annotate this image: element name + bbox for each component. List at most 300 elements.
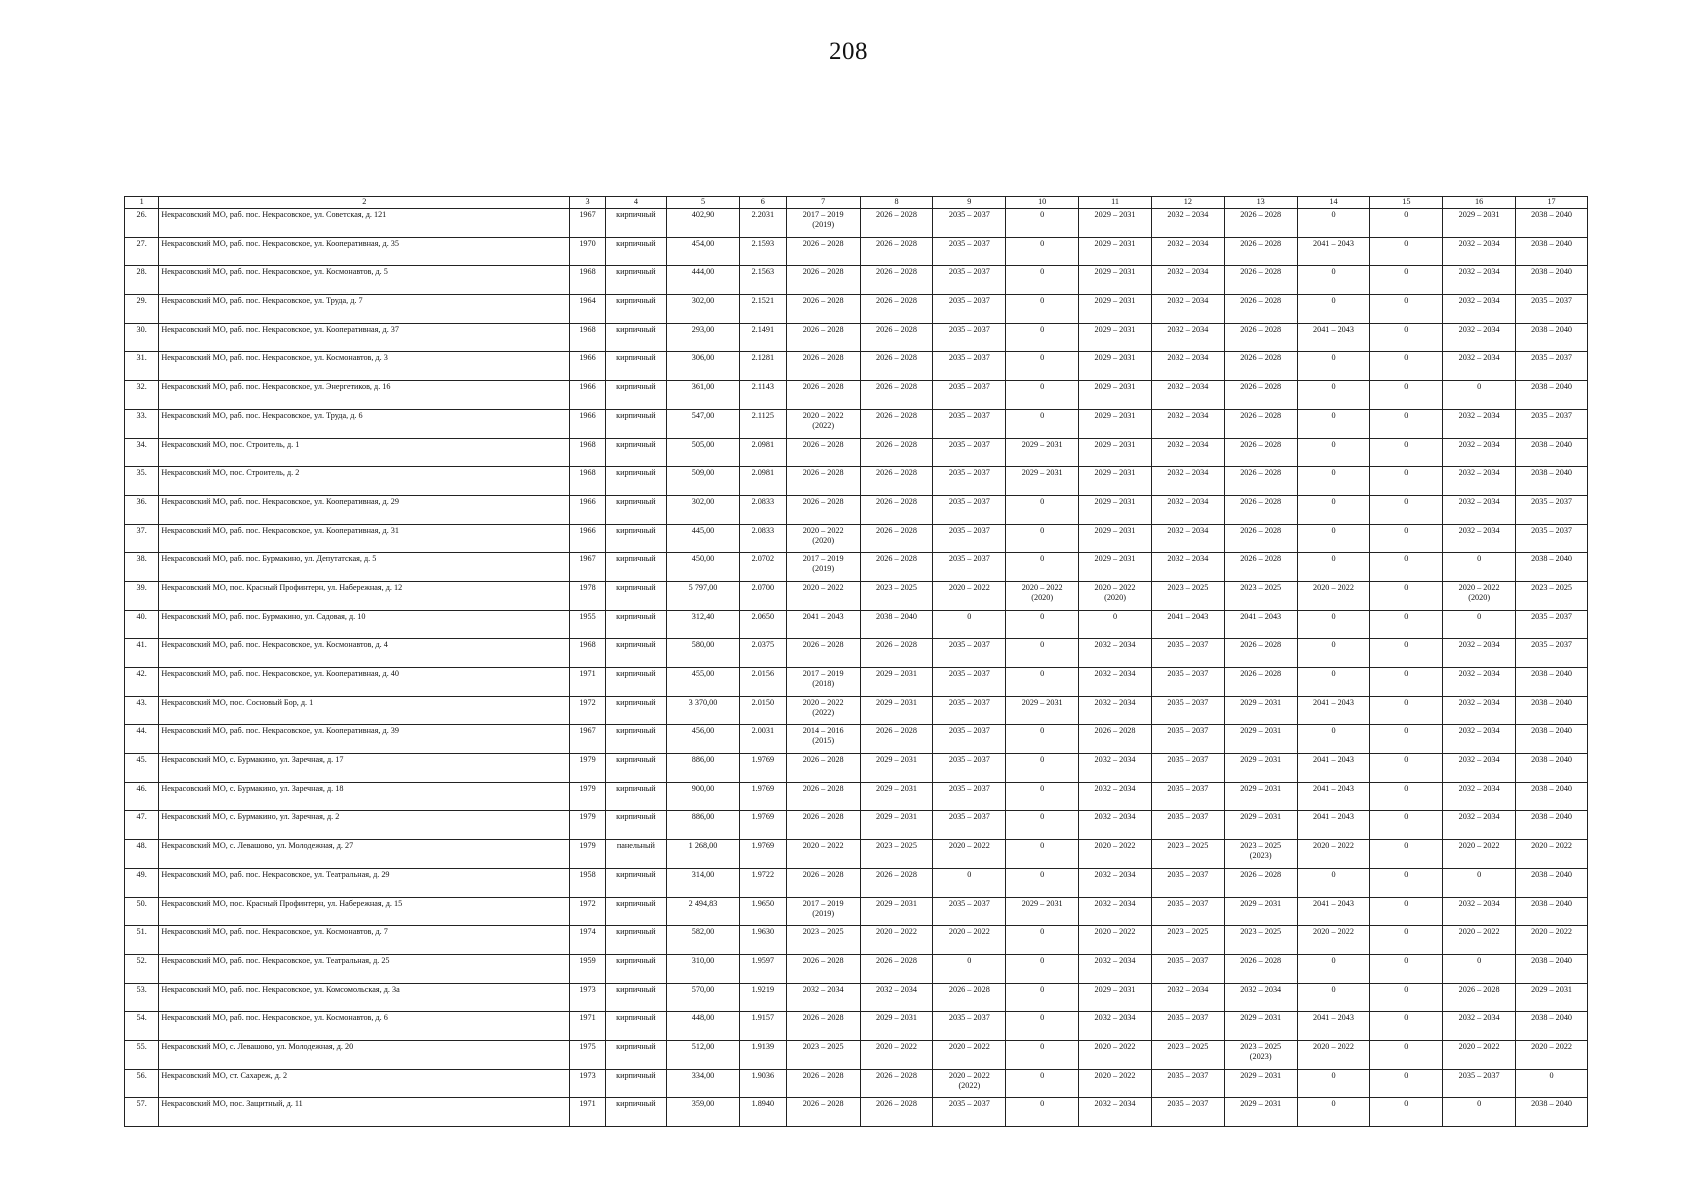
table-cell: 359,00 — [667, 1098, 740, 1127]
table-cell: 0 — [1370, 983, 1443, 1012]
table-row — [125, 983, 1588, 1012]
table-cell: 2029 – 2031 — [1224, 782, 1297, 811]
row-number-cell: 40. — [125, 610, 159, 639]
address-cell: Некрасовский МО, с. Бурмакино, ул. Заречная, д. 17 — [159, 754, 570, 783]
table-cell: кирпичный — [605, 438, 666, 467]
table-cell: 2020 – 2022 — [786, 840, 860, 869]
table-cell: 2023 – 2025 — [1151, 581, 1224, 610]
table-cell: 2020 – 2022 — [860, 1040, 933, 1069]
table-cell: 2032 – 2034 — [1079, 811, 1152, 840]
table-cell: 2035 – 2037 — [1151, 1012, 1224, 1041]
table-cell: 1979 — [570, 840, 605, 869]
table-cell: 2029 – 2031 — [1006, 467, 1079, 496]
table-cell: 1979 — [570, 754, 605, 783]
table-cell: 0 — [1370, 811, 1443, 840]
table-cell: 2032 – 2034 — [1151, 467, 1224, 496]
table-row — [125, 754, 1588, 783]
table-cell: кирпичный — [605, 668, 666, 697]
table-cell: 2026 – 2028 — [860, 352, 933, 381]
table-cell: 0 — [1297, 1069, 1370, 1098]
table-cell: 2026 – 2028 — [786, 811, 860, 840]
table-cell: 2029 – 2031 — [1079, 983, 1152, 1012]
table-cell: 2029 – 2031 — [1516, 983, 1588, 1012]
table-cell: 1971 — [570, 668, 605, 697]
table-cell: кирпичный — [605, 1098, 666, 1127]
table-cell: 2026 – 2028 — [1224, 467, 1297, 496]
table-cell: 2020 – 2022 (2020) — [786, 524, 860, 553]
table-cell: 2023 – 2025 — [1151, 840, 1224, 869]
table-cell: 0 — [1297, 467, 1370, 496]
table-cell: 2032 – 2034 — [1443, 409, 1516, 438]
column-header: 2 — [159, 197, 570, 209]
column-header: 8 — [860, 197, 933, 209]
table-cell: 0 — [1006, 811, 1079, 840]
column-header: 14 — [1297, 197, 1370, 209]
row-number-cell: 31. — [125, 352, 159, 381]
column-header: 7 — [786, 197, 860, 209]
table-cell: 2020 – 2022 — [1079, 1040, 1152, 1069]
table-cell: 2.0833 — [739, 524, 786, 553]
table-cell: 2029 – 2031 — [1224, 1012, 1297, 1041]
table-cell: 1973 — [570, 1069, 605, 1098]
table-cell: 293,00 — [667, 323, 740, 352]
table-cell: 2032 – 2034 — [1443, 639, 1516, 668]
table-cell: 0 — [1006, 782, 1079, 811]
table-cell: 0 — [1370, 782, 1443, 811]
table-cell: 2020 – 2022 — [860, 926, 933, 955]
table-cell: 0 — [1006, 954, 1079, 983]
table-cell: 2032 – 2034 — [1443, 1012, 1516, 1041]
table-cell: 2029 – 2031 — [860, 754, 933, 783]
table-cell: 2.1491 — [739, 323, 786, 352]
table-cell: 0 — [1297, 553, 1370, 582]
table-cell: 2038 – 2040 — [1516, 868, 1588, 897]
table-cell: 2020 – 2022 — [933, 926, 1006, 955]
table-cell: 2020 – 2022 (2020) — [1006, 581, 1079, 610]
table-cell: 2026 – 2028 — [786, 495, 860, 524]
table-cell: 2038 – 2040 — [1516, 1098, 1588, 1127]
table-cell: 2.0981 — [739, 438, 786, 467]
table-cell: 505,00 — [667, 438, 740, 467]
table-cell: 2035 – 2037 — [1151, 954, 1224, 983]
table-cell: 509,00 — [667, 467, 740, 496]
address-cell: Некрасовский МО, ст. Сахареж, д. 2 — [159, 1069, 570, 1098]
table-cell: 0 — [1370, 553, 1443, 582]
table-cell: 3 370,00 — [667, 696, 740, 725]
table-cell: 2032 – 2034 — [1151, 295, 1224, 324]
table-cell: 1.9769 — [739, 840, 786, 869]
table-cell: 2023 – 2025 — [1151, 926, 1224, 955]
table-cell: 2035 – 2037 — [1151, 668, 1224, 697]
table-cell: кирпичный — [605, 409, 666, 438]
table-cell: 0 — [1006, 237, 1079, 266]
table-cell: 0 — [1297, 668, 1370, 697]
table-row — [125, 1012, 1588, 1041]
table-cell: 2026 – 2028 — [860, 553, 933, 582]
address-cell: Некрасовский МО, пос. Строитель, д. 2 — [159, 467, 570, 496]
table-cell: 2032 – 2034 — [1443, 524, 1516, 553]
table-cell: 2020 – 2022 — [933, 840, 1006, 869]
table-cell: 0 — [1297, 209, 1370, 238]
table-cell: 0 — [1297, 295, 1370, 324]
table-cell: 2023 – 2025 — [1224, 581, 1297, 610]
table-cell: 5 797,00 — [667, 581, 740, 610]
address-cell: Некрасовский МО, пос. Защитный, д. 11 — [159, 1098, 570, 1127]
table-row — [125, 868, 1588, 897]
table-cell: 1979 — [570, 782, 605, 811]
table-cell: 0 — [1370, 725, 1443, 754]
table-cell: 2032 – 2034 — [1443, 897, 1516, 926]
table-cell: 314,00 — [667, 868, 740, 897]
table-cell: 2026 – 2028 — [1224, 553, 1297, 582]
column-header: 4 — [605, 197, 666, 209]
table-cell: 2026 – 2028 — [786, 438, 860, 467]
table-cell: кирпичный — [605, 352, 666, 381]
table-cell: 0 — [1006, 754, 1079, 783]
table-cell: 2026 – 2028 — [860, 1098, 933, 1127]
table-cell: 2026 – 2028 — [860, 438, 933, 467]
table-cell: 1.9036 — [739, 1069, 786, 1098]
address-cell: Некрасовский МО, пос. Красный Профинтерн, ул. Набережная, д. 15 — [159, 897, 570, 926]
table-cell: 2041 – 2043 — [1297, 754, 1370, 783]
table-cell: 2026 – 2028 — [786, 1098, 860, 1127]
table-cell: 1.9630 — [739, 926, 786, 955]
table-cell: 2035 – 2037 — [1516, 295, 1588, 324]
table-cell: 2029 – 2031 — [1079, 553, 1152, 582]
table-cell: 2035 – 2037 — [1516, 610, 1588, 639]
table-cell: 1966 — [570, 381, 605, 410]
table-cell: 2032 – 2034 — [1443, 696, 1516, 725]
table-cell: 0 — [1006, 610, 1079, 639]
row-number-cell: 51. — [125, 926, 159, 955]
row-number-cell: 52. — [125, 954, 159, 983]
table-cell: 2032 – 2034 — [1443, 237, 1516, 266]
table-cell: 2029 – 2031 — [1079, 438, 1152, 467]
table-cell: 2035 – 2037 — [1516, 524, 1588, 553]
table-cell: 0 — [1297, 438, 1370, 467]
table-cell: 2041 – 2043 — [1297, 696, 1370, 725]
table-cell: 2026 – 2028 — [860, 868, 933, 897]
table-cell: 2032 – 2034 — [1079, 868, 1152, 897]
table-row — [125, 610, 1588, 639]
table-cell: 2026 – 2028 — [860, 237, 933, 266]
table-cell: 2.0156 — [739, 668, 786, 697]
table-cell: 1.9650 — [739, 897, 786, 926]
row-number-cell: 32. — [125, 381, 159, 410]
table-cell: 2020 – 2022 (2020) — [1443, 581, 1516, 610]
table-cell: 2026 – 2028 — [1224, 639, 1297, 668]
table-cell: 2029 – 2031 — [1079, 266, 1152, 295]
table-cell: 456,00 — [667, 725, 740, 754]
table-cell: 2029 – 2031 — [1006, 897, 1079, 926]
table-cell: 2032 – 2034 — [1151, 983, 1224, 1012]
table-cell: 2020 – 2022 — [933, 1040, 1006, 1069]
row-number-cell: 57. — [125, 1098, 159, 1127]
table-cell: 2029 – 2031 — [1079, 409, 1152, 438]
table-cell: 2035 – 2037 — [1516, 409, 1588, 438]
table-cell: 2029 – 2031 — [1443, 209, 1516, 238]
table-cell: 0 — [1297, 381, 1370, 410]
row-number-cell: 42. — [125, 668, 159, 697]
table-cell: 2026 – 2028 — [860, 1069, 933, 1098]
table-cell: 2.1593 — [739, 237, 786, 266]
address-cell: Некрасовский МО, с. Левашово, ул. Молодежная, д. 27 — [159, 840, 570, 869]
column-header: 17 — [1516, 197, 1588, 209]
table-cell: 1.9597 — [739, 954, 786, 983]
table-cell: кирпичный — [605, 868, 666, 897]
row-number-cell: 43. — [125, 696, 159, 725]
header-row — [125, 197, 1588, 209]
table-cell: 2038 – 2040 — [860, 610, 933, 639]
table-cell: 2026 – 2028 — [860, 524, 933, 553]
table-cell: 2038 – 2040 — [1516, 553, 1588, 582]
table-cell: 2035 – 2037 — [1151, 868, 1224, 897]
table-cell: 2026 – 2028 — [786, 467, 860, 496]
table-cell: 0 — [1370, 1012, 1443, 1041]
register-table — [124, 196, 1588, 1127]
table-cell: 2035 – 2037 — [1443, 1069, 1516, 1098]
table-cell: 2026 – 2028 — [1224, 868, 1297, 897]
table-cell: 0 — [1006, 926, 1079, 955]
table-cell: 2029 – 2031 — [1079, 467, 1152, 496]
table-cell: 2041 – 2043 — [1297, 897, 1370, 926]
table-cell: 2035 – 2037 — [933, 639, 1006, 668]
table-cell: 2035 – 2037 — [1151, 897, 1224, 926]
table-row — [125, 295, 1588, 324]
column-header: 10 — [1006, 197, 1079, 209]
table-cell: 1968 — [570, 438, 605, 467]
table-cell: 2038 – 2040 — [1516, 954, 1588, 983]
table-cell: 0 — [1006, 381, 1079, 410]
column-header: 11 — [1079, 197, 1152, 209]
table-cell: 570,00 — [667, 983, 740, 1012]
table-row — [125, 352, 1588, 381]
table-cell: 0 — [1443, 954, 1516, 983]
table-cell: 1.9219 — [739, 983, 786, 1012]
table-cell: 2035 – 2037 — [1151, 639, 1224, 668]
table-cell: 2023 – 2025 — [860, 840, 933, 869]
table-cell: 2020 – 2022 — [1443, 840, 1516, 869]
table-cell: кирпичный — [605, 926, 666, 955]
table-cell: 0 — [1370, 295, 1443, 324]
table-cell: 2029 – 2031 — [1079, 495, 1152, 524]
table-cell: 2029 – 2031 — [1079, 295, 1152, 324]
table-cell: 2032 – 2034 — [1151, 381, 1224, 410]
table-cell: 2026 – 2028 — [1224, 409, 1297, 438]
table-cell: 2026 – 2028 — [786, 237, 860, 266]
table-cell: 2020 – 2022 — [1516, 840, 1588, 869]
column-header: 16 — [1443, 197, 1516, 209]
table-cell: 306,00 — [667, 352, 740, 381]
address-cell: Некрасовский МО, раб. пос. Некрасовское, ул. Кооперативная, д. 29 — [159, 495, 570, 524]
table-cell: 0 — [1297, 954, 1370, 983]
table-cell: 2026 – 2028 — [786, 381, 860, 410]
address-cell: Некрасовский МО, раб. пос. Некрасовское, ул. Космонавтов, д. 7 — [159, 926, 570, 955]
table-cell: 0 — [1297, 868, 1370, 897]
table-cell: 2035 – 2037 — [1151, 754, 1224, 783]
table-row — [125, 1098, 1588, 1127]
table-cell: 0 — [1006, 1069, 1079, 1098]
table-cell: 0 — [1297, 495, 1370, 524]
table-cell: 2035 – 2037 — [933, 782, 1006, 811]
table-cell: 310,00 — [667, 954, 740, 983]
table-cell: 1.9769 — [739, 754, 786, 783]
table-cell: 0 — [1370, 754, 1443, 783]
address-cell: Некрасовский МО, раб. пос. Некрасовское, ул. Комсомольская, д. 3а — [159, 983, 570, 1012]
table-cell: 2032 – 2034 — [1079, 668, 1152, 697]
table-cell: 2026 – 2028 — [1224, 438, 1297, 467]
row-number-cell: 46. — [125, 782, 159, 811]
address-cell: Некрасовский МО, раб. пос. Некрасовское, ул. Кооперативная, д. 37 — [159, 323, 570, 352]
table-cell: 2029 – 2031 — [1224, 754, 1297, 783]
table-cell: 2032 – 2034 — [1151, 524, 1224, 553]
table-cell: 900,00 — [667, 782, 740, 811]
table-cell: 2032 – 2034 — [1443, 266, 1516, 295]
table-row — [125, 524, 1588, 553]
table-cell: 2026 – 2028 — [1224, 352, 1297, 381]
table-cell: 0 — [1370, 409, 1443, 438]
table-cell: кирпичный — [605, 983, 666, 1012]
table-cell: 2035 – 2037 — [1516, 352, 1588, 381]
table-cell: 2035 – 2037 — [933, 237, 1006, 266]
table-cell: 0 — [1443, 1098, 1516, 1127]
address-cell: Некрасовский МО, раб. пос. Бурмакино, ул. Садовая, д. 10 — [159, 610, 570, 639]
address-cell: Некрасовский МО, с. Левашово, ул. Молодежная, д. 20 — [159, 1040, 570, 1069]
address-cell: Некрасовский МО, раб. пос. Некрасовское, ул. Космонавтов, д. 3 — [159, 352, 570, 381]
table-cell: 2.0833 — [739, 495, 786, 524]
table-cell: 2020 – 2022 — [1079, 926, 1152, 955]
table-cell: кирпичный — [605, 381, 666, 410]
table-cell: 2041 – 2043 — [1297, 323, 1370, 352]
table-cell: кирпичный — [605, 954, 666, 983]
table-cell: 2038 – 2040 — [1516, 381, 1588, 410]
table-cell: 2029 – 2031 — [1079, 524, 1152, 553]
row-number-cell: 41. — [125, 639, 159, 668]
table-cell: 2020 – 2022 — [1516, 926, 1588, 955]
table-cell: 2017 – 2019 (2019) — [786, 553, 860, 582]
table-cell: 2035 – 2037 — [1151, 1069, 1224, 1098]
column-header: 12 — [1151, 197, 1224, 209]
table-cell: 2032 – 2034 — [1079, 754, 1152, 783]
table-cell: 0 — [1297, 639, 1370, 668]
table-cell: 2026 – 2028 — [786, 1012, 860, 1041]
table-cell: 2041 – 2043 — [1297, 237, 1370, 266]
table-cell: 1967 — [570, 725, 605, 754]
table-cell: кирпичный — [605, 237, 666, 266]
table-cell: 2032 – 2034 — [1151, 209, 1224, 238]
table-cell: 2032 – 2034 — [1079, 782, 1152, 811]
row-number-cell: 54. — [125, 1012, 159, 1041]
column-header: 1 — [125, 197, 159, 209]
table-cell: 2032 – 2034 — [1151, 323, 1224, 352]
table-cell: 2026 – 2028 — [860, 323, 933, 352]
table-cell: 2026 – 2028 — [786, 1069, 860, 1098]
table-cell: 0 — [1443, 610, 1516, 639]
table-cell: 2038 – 2040 — [1516, 1012, 1588, 1041]
address-cell: Некрасовский МО, раб. пос. Некрасовское, ул. Кооперативная, д. 39 — [159, 725, 570, 754]
table-row — [125, 696, 1588, 725]
table-cell: 2026 – 2028 — [860, 266, 933, 295]
table-cell: 1.9722 — [739, 868, 786, 897]
table-cell: 2035 – 2037 — [1516, 495, 1588, 524]
table-cell: 2020 – 2022 — [1079, 840, 1152, 869]
address-cell: Некрасовский МО, раб. пос. Некрасовское, ул. Театральная, д. 25 — [159, 954, 570, 983]
table-cell: 2029 – 2031 — [1224, 811, 1297, 840]
table-row — [125, 668, 1588, 697]
table-cell: 2026 – 2028 — [786, 352, 860, 381]
table-cell: 1972 — [570, 696, 605, 725]
table-cell: 2026 – 2028 — [933, 983, 1006, 1012]
table-cell: 0 — [1370, 639, 1443, 668]
table-cell: 2038 – 2040 — [1516, 438, 1588, 467]
table-cell: 2035 – 2037 — [933, 381, 1006, 410]
table-cell: 2.1521 — [739, 295, 786, 324]
table-cell: 0 — [1370, 926, 1443, 955]
table-cell: 1978 — [570, 581, 605, 610]
table-cell: 2035 – 2037 — [933, 1098, 1006, 1127]
table-cell: 2029 – 2031 — [1079, 209, 1152, 238]
page-number: 208 — [829, 38, 868, 65]
table-cell: 0 — [1516, 1069, 1588, 1098]
table-cell: 0 — [1006, 725, 1079, 754]
table-body — [125, 197, 1588, 1127]
table-cell: 2.0981 — [739, 467, 786, 496]
table-cell: кирпичный — [605, 323, 666, 352]
table-row — [125, 323, 1588, 352]
table-cell: кирпичный — [605, 209, 666, 238]
table-cell: 1979 — [570, 811, 605, 840]
table-cell: 0 — [1370, 266, 1443, 295]
address-cell: Некрасовский МО, с. Бурмакино, ул. Заречная, д. 2 — [159, 811, 570, 840]
table-cell: 0 — [1370, 323, 1443, 352]
table-cell: 2038 – 2040 — [1516, 266, 1588, 295]
table-row — [125, 1040, 1588, 1069]
table-cell: 2035 – 2037 — [933, 323, 1006, 352]
table-cell: 0 — [1370, 897, 1443, 926]
table-cell: 1971 — [570, 1012, 605, 1041]
table-cell: 1966 — [570, 409, 605, 438]
table-cell: 1967 — [570, 209, 605, 238]
table-cell: 2026 – 2028 — [1224, 495, 1297, 524]
table-cell: 2029 – 2031 — [860, 1012, 933, 1041]
table-cell: 547,00 — [667, 409, 740, 438]
table-cell: 2035 – 2037 — [933, 295, 1006, 324]
table-cell: 0 — [1370, 352, 1443, 381]
table-cell: 2029 – 2031 — [1079, 352, 1152, 381]
table-cell: 2032 – 2034 — [1151, 553, 1224, 582]
table-cell: 1966 — [570, 495, 605, 524]
table-row — [125, 897, 1588, 926]
table-cell: 2038 – 2040 — [1516, 668, 1588, 697]
row-number-cell: 47. — [125, 811, 159, 840]
table-cell: 2.0702 — [739, 553, 786, 582]
table-cell: 580,00 — [667, 639, 740, 668]
table-cell: 2032 – 2034 — [1443, 352, 1516, 381]
table-cell: 2017 – 2019 (2019) — [786, 897, 860, 926]
table-cell: 2038 – 2040 — [1516, 782, 1588, 811]
table-cell: 312,40 — [667, 610, 740, 639]
table-cell: 0 — [1370, 581, 1443, 610]
table-cell: 0 — [1370, 438, 1443, 467]
table-cell: 2020 – 2022 — [1297, 840, 1370, 869]
table-cell: 1967 — [570, 553, 605, 582]
table-row — [125, 409, 1588, 438]
table-cell: 0 — [1370, 1098, 1443, 1127]
row-number-cell: 27. — [125, 237, 159, 266]
table-cell: 2032 – 2034 — [1151, 495, 1224, 524]
table-cell: 1 268,00 — [667, 840, 740, 869]
row-number-cell: 29. — [125, 295, 159, 324]
